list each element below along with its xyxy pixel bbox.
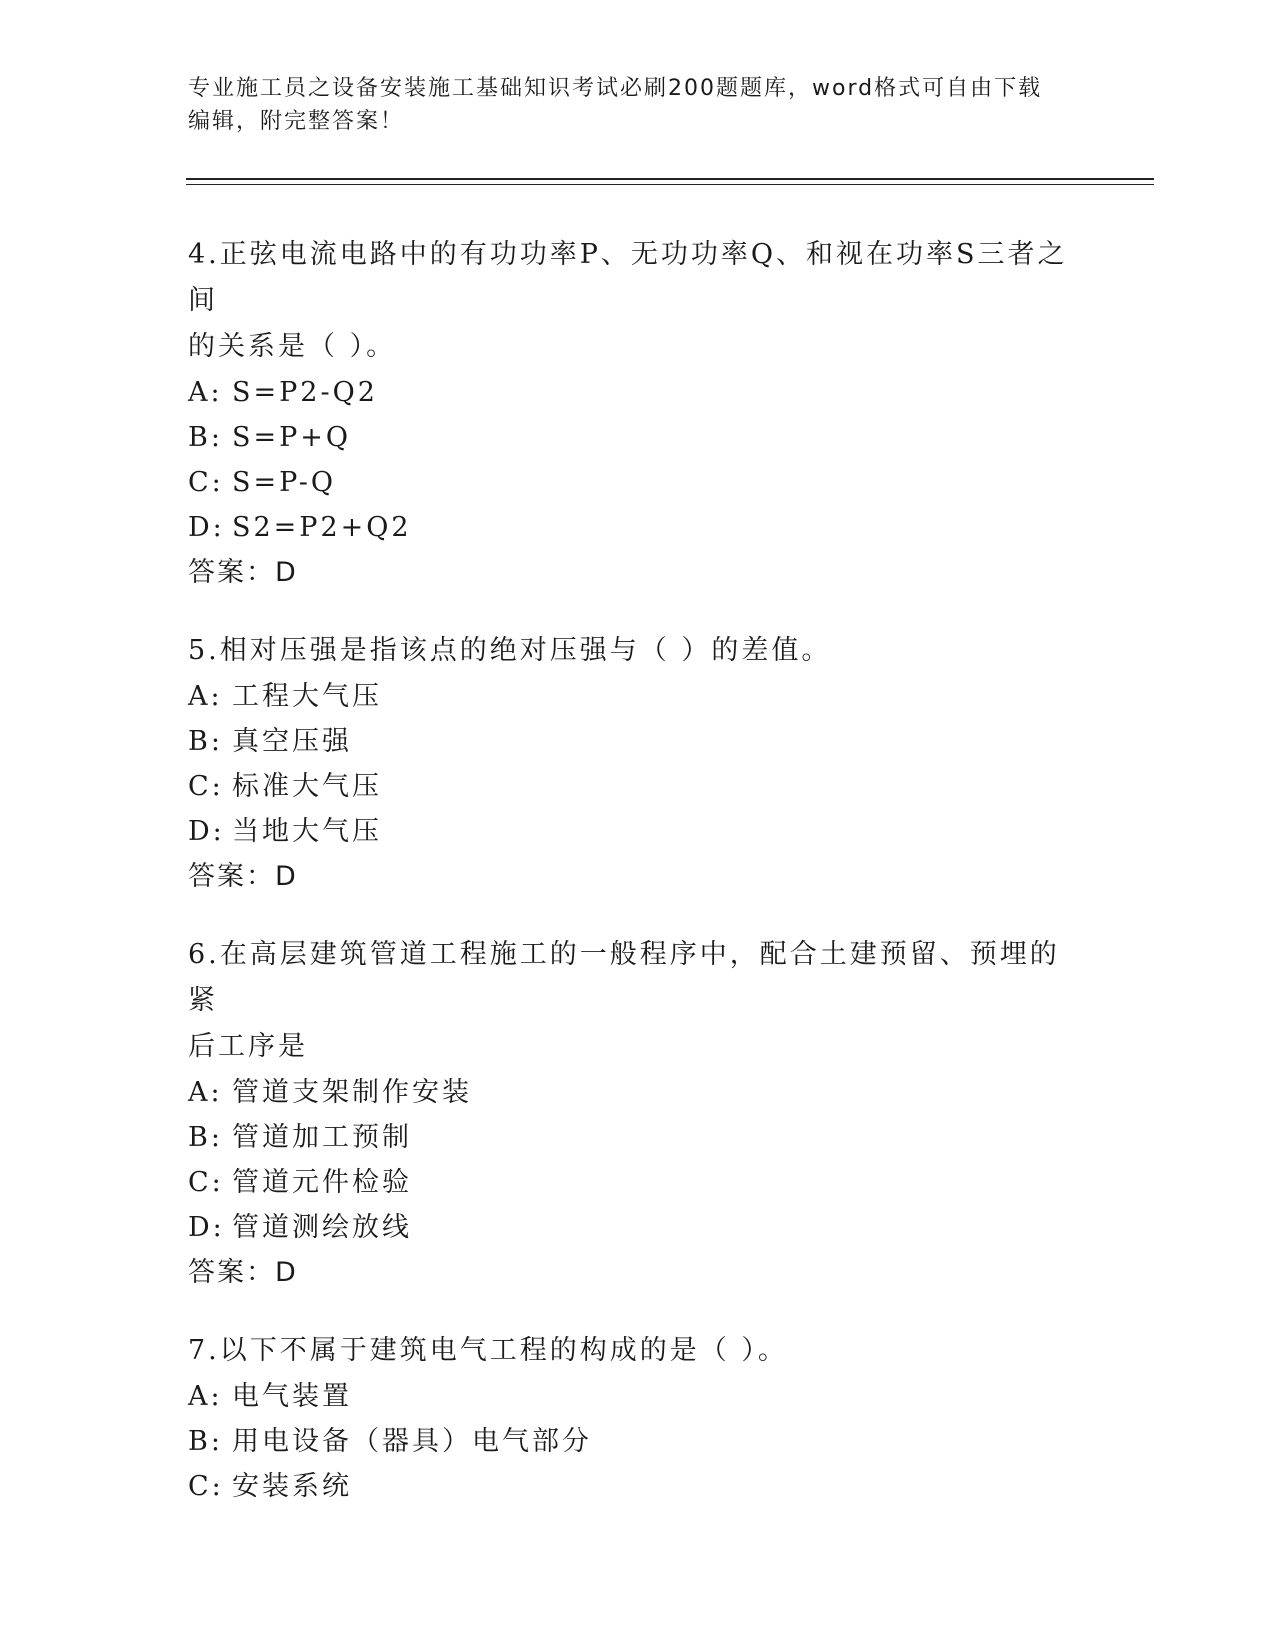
header-divider-thin — [186, 184, 1154, 185]
document-header — [188, 72, 1068, 138]
option-text: 管道支架制作安装 — [232, 1077, 472, 1108]
option-text: S=P2-Q2 — [232, 377, 378, 408]
option-label: D: — [188, 816, 225, 847]
question-item — [188, 1328, 1088, 1509]
option-label: A: — [188, 1077, 223, 1108]
option-text: 用电设备（器具）电气部分 — [232, 1426, 592, 1457]
question-stem — [188, 932, 1068, 1070]
question-stem-line: 的关系是（ ）。 — [188, 331, 397, 362]
option-label: C: — [188, 1167, 224, 1198]
option-label: B: — [188, 1426, 223, 1457]
option-b — [188, 1115, 1088, 1160]
option-a — [188, 674, 1088, 719]
header-divider-thick — [186, 178, 1154, 180]
option-text: 工程大气压 — [232, 681, 382, 712]
option-a — [188, 1070, 1088, 1115]
option-c — [188, 460, 1088, 505]
option-label: C: — [188, 771, 224, 802]
question-stem-line: 6.在高层建筑管道工程施工的一般程序中，配合土建预留、预埋的紧 — [188, 939, 1060, 1016]
option-label: B: — [188, 1122, 223, 1153]
option-text: 电气装置 — [232, 1381, 352, 1412]
option-text: 当地大气压 — [232, 816, 382, 847]
option-text: 安装系统 — [232, 1471, 352, 1502]
question-item — [188, 932, 1088, 1296]
option-label: B: — [188, 422, 223, 453]
option-label: B: — [188, 726, 223, 757]
option-label: A: — [188, 377, 223, 408]
option-text: S=P+Q — [232, 422, 352, 453]
option-d — [188, 1205, 1088, 1250]
question-stem — [188, 232, 1068, 370]
option-c — [188, 1464, 1088, 1509]
answer-line: 答案：D — [188, 557, 298, 588]
option-b — [188, 719, 1088, 764]
question-stem-line: 5.相对压强是指该点的绝对压强与（ ）的差值。 — [188, 635, 832, 666]
option-text: S2=P2+Q2 — [232, 512, 412, 543]
option-b — [188, 415, 1088, 460]
question-stem — [188, 1328, 1068, 1374]
option-a — [188, 370, 1088, 415]
question-item — [188, 232, 1088, 596]
option-b — [188, 1419, 1088, 1464]
option-label: A: — [188, 1381, 223, 1412]
option-c — [188, 1160, 1088, 1205]
option-text: 管道加工预制 — [232, 1122, 412, 1153]
question-stem-line: 4.正弦电流电路中的有功功率P、无功功率Q、和视在功率S三者之间 — [188, 239, 1068, 316]
option-label: D: — [188, 1212, 225, 1243]
question-list — [188, 232, 1088, 1541]
option-text: 管道元件检验 — [232, 1167, 412, 1198]
header-line-1: 专业施工员之设备安装施工基础知识考试必刷200题题库，word格式可自由下载 — [188, 76, 1043, 101]
answer-line: 答案：D — [188, 861, 298, 892]
question-stem — [188, 628, 1068, 674]
option-text: 真空压强 — [232, 726, 352, 757]
option-d — [188, 505, 1088, 550]
question-stem-line: 7.以下不属于建筑电气工程的构成的是（ ）。 — [188, 1335, 788, 1366]
option-label: C: — [188, 467, 224, 498]
option-text: 标准大气压 — [232, 771, 382, 802]
option-label: A: — [188, 681, 223, 712]
option-c — [188, 764, 1088, 809]
option-text: S=P-Q — [232, 467, 337, 498]
question-item — [188, 628, 1088, 900]
question-stem-line: 后工序是 — [188, 1031, 308, 1062]
option-a — [188, 1374, 1088, 1419]
option-d — [188, 809, 1088, 854]
answer-line: 答案：D — [188, 1257, 298, 1288]
header-line-2: 编辑，附完整答案！ — [188, 109, 405, 134]
option-label: C: — [188, 1471, 224, 1502]
option-label: D: — [188, 512, 225, 543]
option-text: 管道测绘放线 — [232, 1212, 412, 1243]
